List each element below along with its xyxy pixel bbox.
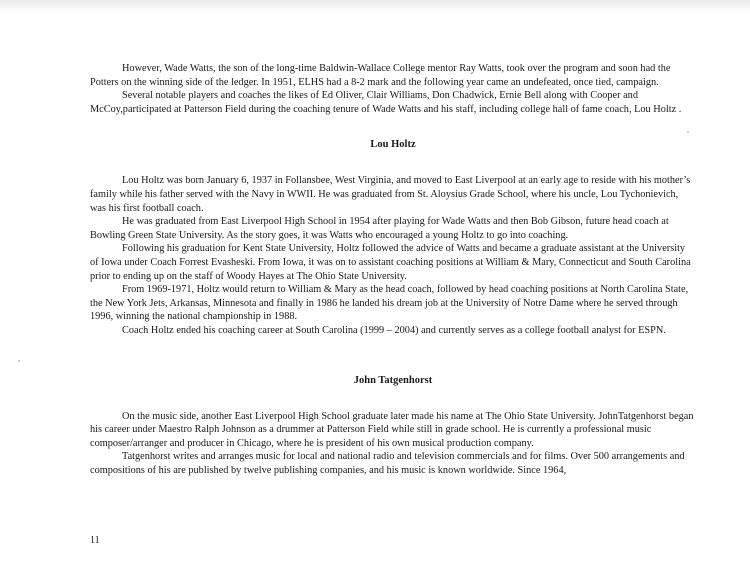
section-heading: Lou Holtz (370, 139, 416, 151)
intro-paragraph: Several notable players and coaches the likes of Ed Oliver, Clair Williams, Don Chadwick, Ernie Bell along with Cooper and McCoy,participated at Patterson Field during the coaching tenure of Wade Watts and his staff, including college hall of fame coach, Lou Holtz . (90, 90, 682, 115)
section-heading: John Tatgenhorst (353, 374, 433, 386)
scan-speck (687, 131, 689, 133)
section-paragraph: Coach Holtz ended his coaching career at South Carolina (1999 – 2004) and currently serves as a college football analyst for ESPN. (122, 324, 666, 336)
document-page (90, 62, 696, 477)
john-tatgenhorst-section (90, 374, 696, 478)
section-paragraph: Tatgenhorst writes and arranges music for local and national radio and television commercials and for films. Over 500 arrangements and compositions of his are published by twelve publishing companies, and his music is known worldwide. Since 1964, (90, 451, 685, 476)
page-number: 11 (90, 535, 100, 546)
intro-paragraph: However, Wade Watts, the son of the long-time Baldwin-Wallace College mentor Ray Watts, took over the program and soon had the Potters on the winning side of the ledger. In 1951, ELHS had a 8-2 mark and the following year came an undefeated, once tied, campaign. (90, 63, 671, 88)
intro-section (90, 62, 696, 116)
scan-top-edge (0, 0, 750, 14)
section-paragraph: On the music side, another East Liverpool High School graduate later made his name at The Ohio State University. JohnTatgenhorst began his career under Maestro Ralph Johnson as a drummer at Patterson Field while still in grade school. He is currently a professional music composer/arranger and producer in Chicago, where he is president of his own musical production company. (90, 410, 694, 449)
section-paragraph: He was graduated from East Liverpool High School in 1954 after playing for Wade Watts and then Bob Gibson, future head coach at Bowling Green State University. As the story goes, it was Watts who encouraged a young Holtz to go into coaching. (90, 216, 669, 241)
section-paragraph: Lou Holtz was born January 6, 1937 in Follansbee, West Virginia, and moved to East Liverpool at an early age to reside with his mother’s family while his father served with the Navy in WWII. He was graduated from St. Aloysius Grade School, where his uncle, Lou Tychonievich, was his first football coach. (90, 175, 691, 214)
scan-speck (18, 360, 20, 362)
section-paragraph: From 1969-1971, Holtz would return to William & Mary as the head coach, followed by head coaching positions at North Carolina State, the New York Jets, Arkansas, Minnesota and finally in 1986 he landed his dream job at the University of Notre Dame where he served through 1996, winning the national championship in 1988. (90, 284, 689, 323)
section-paragraph: Following his graduation for Kent State University, Holtz followed the advice of Watts and became a graduate assistant at the University of Iowa under Coach Forrest Evasheski. From Iowa, it was on to assistant coaching positions at William & Mary, Connecticut and South Carolina prior to ending up on the staff of Woody Hayes at The Ohio State University. (90, 243, 691, 282)
lou-holtz-section (90, 138, 696, 337)
